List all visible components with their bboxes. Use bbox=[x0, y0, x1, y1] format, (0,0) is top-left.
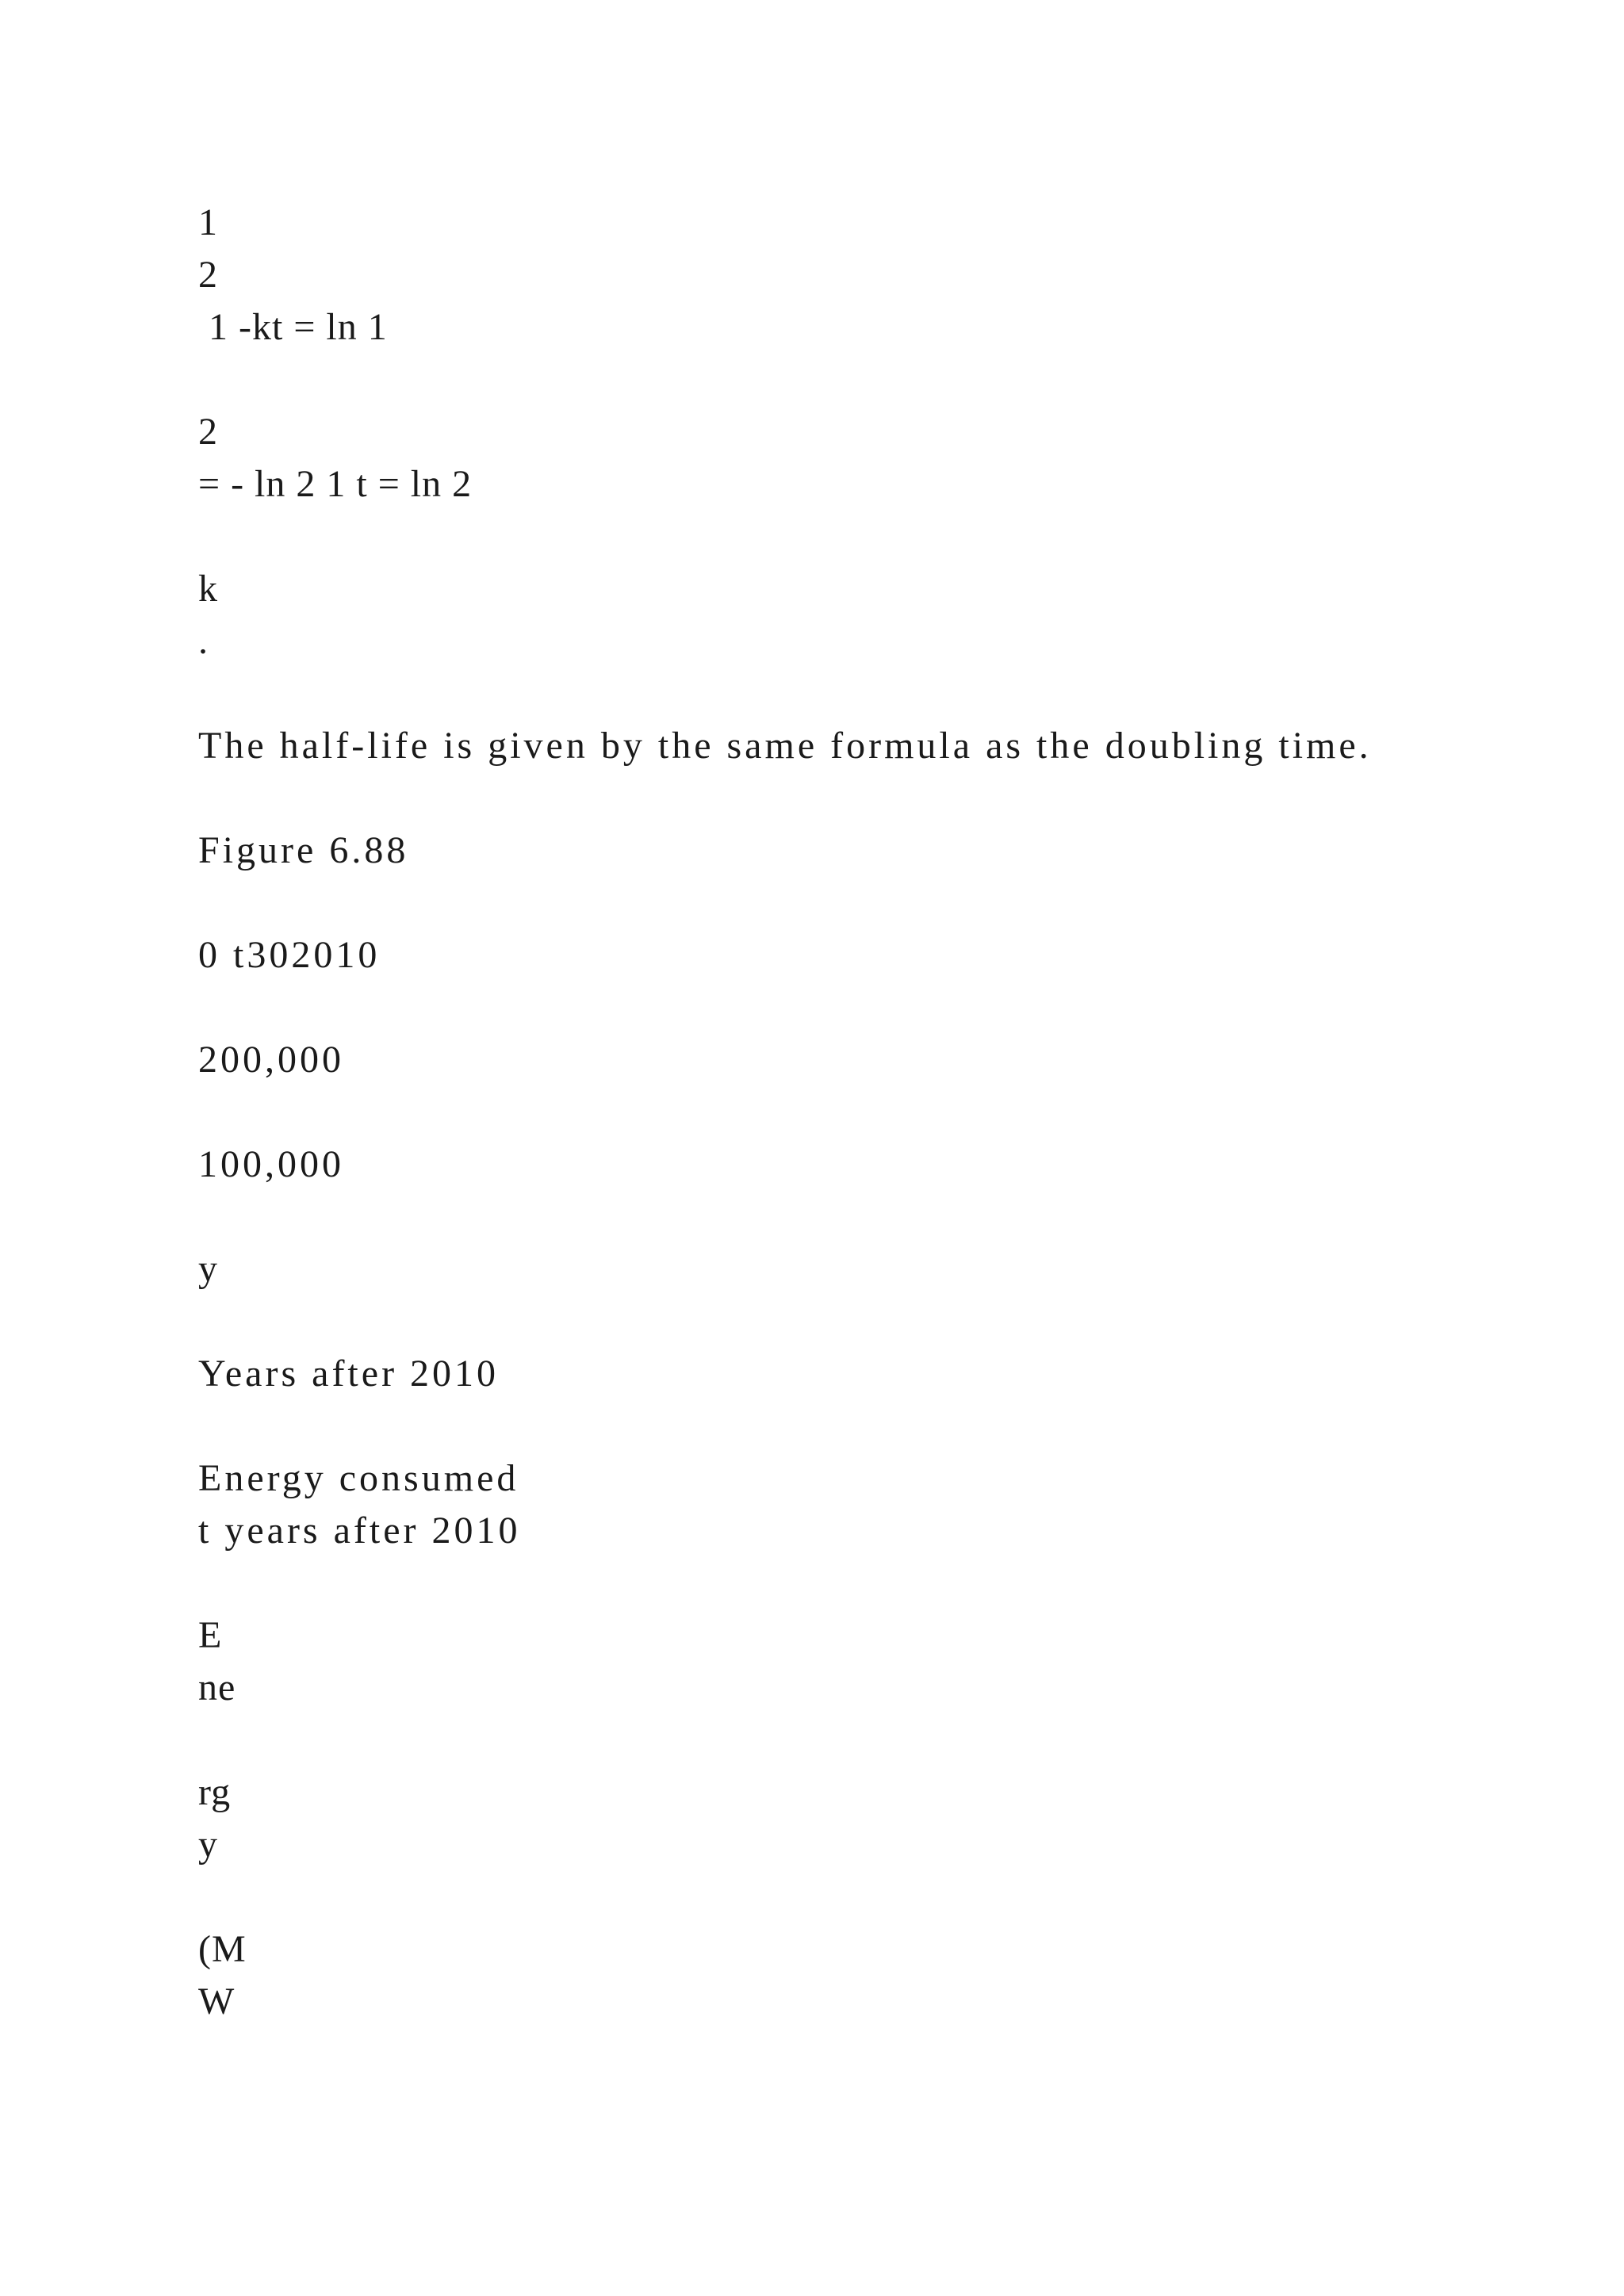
body-sentence: The half-life is given by the same formula as the doubling time. bbox=[198, 725, 1372, 767]
text-line-3: 1 -kt = ln 1 bbox=[198, 306, 388, 348]
text-line-2: 2 bbox=[198, 254, 218, 296]
axis-variable-y: y bbox=[198, 1248, 220, 1290]
x-axis-label: Years after 2010 bbox=[198, 1353, 500, 1395]
text-line-6: k bbox=[198, 568, 218, 610]
y-axis-fragment-4: y bbox=[198, 1823, 218, 1866]
y-axis-fragment-1: E bbox=[198, 1614, 223, 1656]
text-line-5: = - ln 2 1 t = ln 2 bbox=[198, 463, 473, 505]
curve-label-1: Energy consumed bbox=[198, 1457, 519, 1499]
y-axis-fragment-5: (M bbox=[198, 1928, 247, 1970]
text-line-1: 1 bbox=[198, 201, 218, 243]
y-axis-fragment-6: W bbox=[198, 1980, 236, 2022]
figure-caption: Figure 6.88 bbox=[198, 829, 409, 871]
text-line-4: 2 bbox=[198, 411, 218, 453]
axis-tick-labels: 0 t302010 bbox=[198, 934, 381, 976]
tick-100000: 100,000 bbox=[198, 1143, 344, 1185]
curve-label-2: t years after 2010 bbox=[198, 1510, 521, 1552]
text-line-7: . bbox=[198, 620, 209, 662]
tick-200000: 200,000 bbox=[198, 1039, 344, 1081]
y-axis-fragment-3: rg bbox=[198, 1771, 232, 1813]
y-axis-fragment-2: ne bbox=[198, 1667, 236, 1709]
